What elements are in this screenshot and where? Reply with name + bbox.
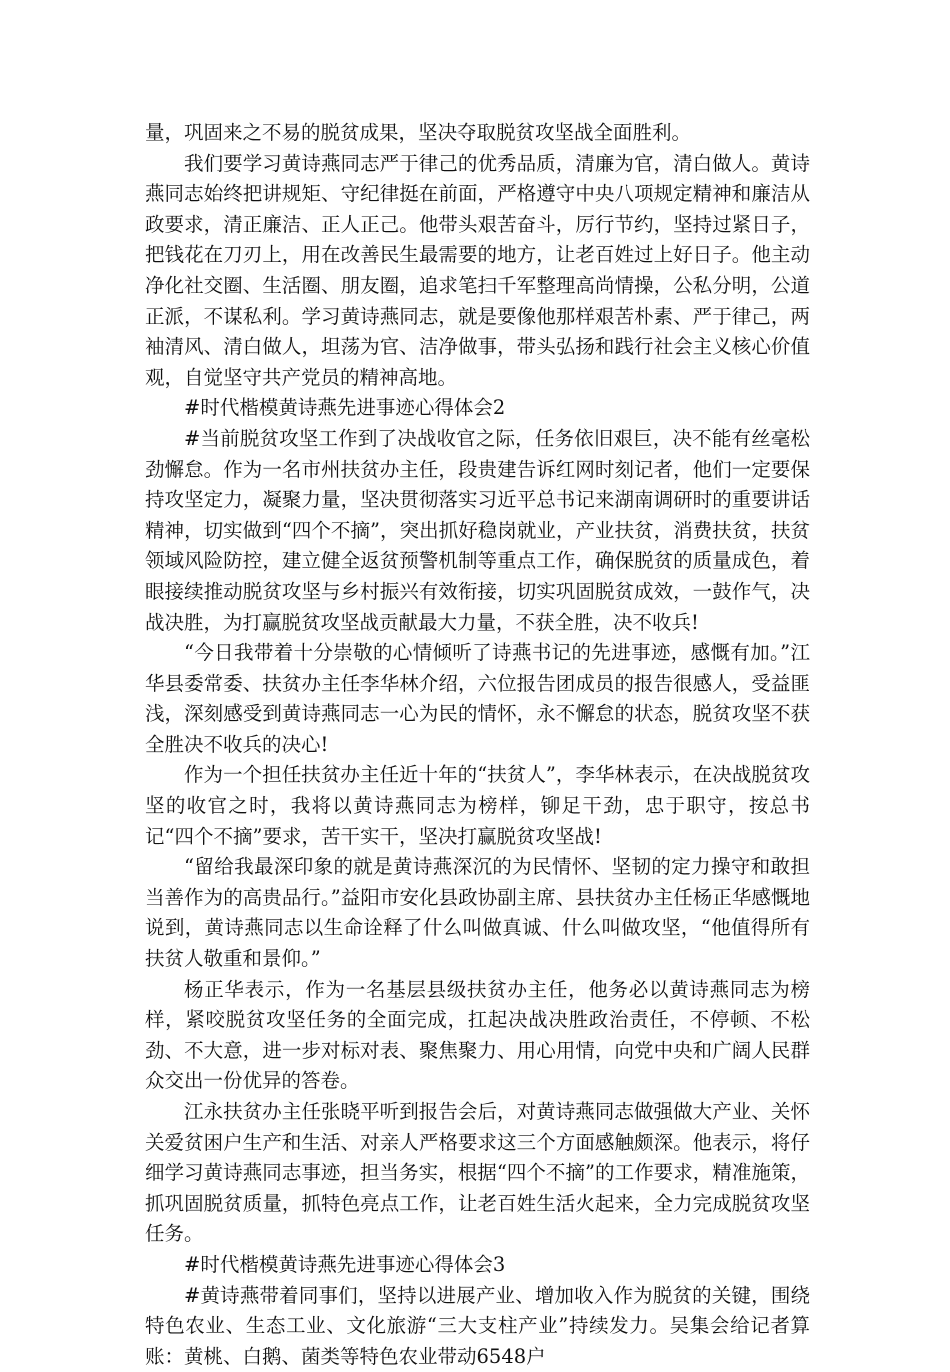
document-body bbox=[145, 118, 810, 1372]
paragraph-yang-zhenghua-quote: “留给我最深印象的就是黄诗燕深沉的为民情怀、坚韧的定力操守和敢担当善作为的高贵品行。”益阳市安化县政协副主席、县扶贫办主任杨正华感慨地说到，黄诗燕同志以生命诠释了什么叫做真诚、什么叫做攻坚，“他值得所有扶贫人敬重和景仰。” bbox=[145, 855, 810, 971]
paragraph-yang-zhenghua-statement: 杨正华表示，作为一名基层县级扶贫办主任，他务必以黄诗燕同志为榜样，紧咬脱贫攻坚任务的全面完成，扛起决战决胜政治责任，不停顿、不松劲、不大意，进一步对标对表、聚焦聚力、用心用情，向党中央和广阔人民群众交出一份优异的答卷。 bbox=[145, 977, 810, 1093]
paragraph-li-hualin-statement: 作为一个担任扶贫办主任近十年的“扶贫人”，李华林表示，在决战脱贫攻坚的收官之时，我将以黄诗燕同志为榜样，铆足干劲，忠于职守，按总书记“四个不摘”要求，苦干实干，坚决打赢脱贫攻坚战! bbox=[145, 763, 810, 848]
paragraph-zhang-xiaoping: 江永扶贫办主任张晓平听到报告会后，对黄诗燕同志做强做大产业、关怀关爱贫困户生产和生活、对亲人严格要求这三个方面感触颇深。他表示，将仔细学习黄诗燕同志事迹，担当务实，根据“四个不摘”的工作要求，精准施策，抓巩固脱贫质量，抓特色亮点工作，让老百姓生活火起来，全力完成脱贫攻坚任务。 bbox=[145, 1100, 810, 1246]
paragraph-continuation: 量，巩固来之不易的脱贫成果，坚决夺取脱贫攻坚战全面胜利。 bbox=[145, 121, 692, 144]
paragraph-li-hualin-quote: “今日我带着十分崇敬的心情倾听了诗燕书记的先进事迹，感慨有加。”江华县委常委、扶贫办主任李华林介绍，六位报告团成员的报告很感人，受益匪浅，深刻感受到黄诗燕同志一心为民的情怀，永不懈怠的状态，脱贫攻坚不获全胜决不收兵的决心! bbox=[145, 641, 810, 756]
paragraph-industry: #黄诗燕带着同事们，坚持以进展产业、增加收入作为脱贫的关键，围绕特色农业、生态工业、文化旅游“三大支柱产业”持续发力。吴集会给记者算账：黄桃、白鹅、菌类等特色农业带动6548户 bbox=[145, 1283, 810, 1368]
section-heading-3: #时代楷模黄诗燕先进事迹心得体会3 bbox=[184, 1252, 506, 1276]
paragraph-integrity: 我们要学习黄诗燕同志严于律己的优秀品质，清廉为官，清白做人。黄诗燕同志始终把讲规矩、守纪律挺在前面，严格遵守中央八项规定精神和廉洁从政要求，清正廉洁、正人正己。他带头艰苦奋斗，厉行节约，坚持过紧日子，把钱花在刀刃上，用在改善民生最需要的地方，让老百姓过上好日子。他主动净化社交圈、生活圈、朋友圈，追求笔扫千军整理高尚情操，公私分明，公道正派，不谋私利。学习黄诗燕同志，就是要像他那样艰苦朴素、严于律己，两袖清风、清白做人，坦荡为官、洁净做事，带头弘扬和践行社会主义核心价值观，自觉坚守共产党员的精神高地。 bbox=[145, 151, 810, 389]
paragraph-duan-guijian: #当前脱贫攻坚工作到了决战收官之际，任务依旧艰巨，决不能有丝毫松劲懈怠。作为一名市州扶贫办主任，段贵建告诉红网时刻记者，他们一定要保持攻坚定力，凝聚力量，坚决贯彻落实习近平总书记来湖南调研时的重要讲话精神，切实做到“四个不摘”，突出抓好稳岗就业，产业扶贫，消费扶贫，扶贫领域风险防控，建立健全返贫预警机制等重点工作，确保脱贫的质量成色，着眼接续推动脱贫攻坚与乡村振兴有效衔接，切实巩固脱贫成效，一鼓作气，决战决胜，为打赢脱贫攻坚战贡献最大力量，不获全胜，决不收兵! bbox=[145, 426, 810, 634]
section-heading-2: #时代楷模黄诗燕先进事迹心得体会2 bbox=[184, 396, 506, 420]
